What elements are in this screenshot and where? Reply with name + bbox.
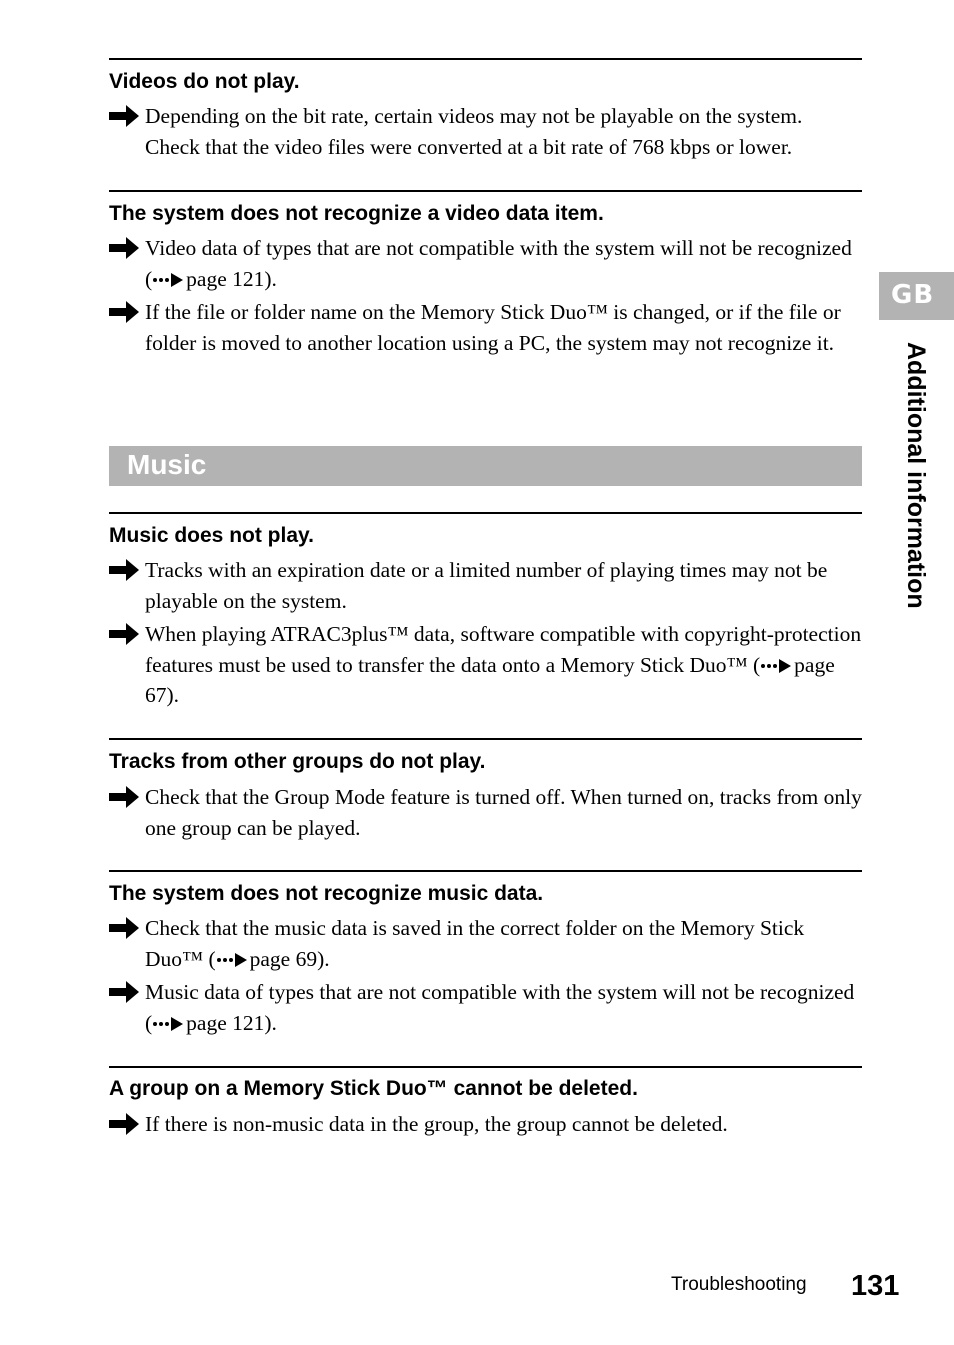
answer-text: Depending on the bit rate, certain videos may not be playable on the system. Check that the video files were converted at a bit rate of 768 kbps or lower. [145,104,803,159]
answer-text: If there is non-music data in the group, the group cannot be deleted. [145,1112,728,1136]
arrow-right-icon [109,786,139,808]
arrow-right-icon [109,559,139,581]
question-heading: A group on a Memory Stick Duo™ cannot be deleted. [109,1077,638,1100]
page-reference-icon [152,1017,184,1031]
answer-text: Video data of types that are not compatible with the system will not be recognized ( [145,236,852,291]
answer-text: Tracks with an expiration date or a limited number of playing times may not be playable on the system. [145,558,828,613]
page-reference: page 69). [249,946,330,971]
chapter-side-title: Additional information [902,342,930,609]
section-title: Music [127,449,207,480]
answer-item [109,782,862,843]
arrow-right-icon [109,1113,139,1135]
section-divider [109,870,862,872]
page-number: 131 [851,1270,900,1302]
answer-item [109,977,862,1038]
answer-item [109,555,862,616]
page-reference: page 67). [145,652,835,708]
section-divider [109,58,862,60]
answer-text: Check that the music data is saved in the correct folder on the Memory Stick Duo™ ( [145,916,805,971]
question-heading: Tracks from other groups do not play. [109,750,486,773]
arrow-right-icon [109,981,139,1003]
answer-item [109,297,862,358]
arrow-right-icon [109,301,139,323]
arrow-right-icon [109,623,139,645]
answer-item [109,233,862,294]
arrow-right-icon [109,105,139,127]
arrow-right-icon [109,917,139,939]
answer-text: When playing ATRAC3plus™ data, software compatible with copyright-protection features must be used to transfer the data onto a Memory Stick Duo™ ( [145,622,862,677]
question-heading: The system does not recognize a video data item. [109,202,604,225]
language-tab-label: GB [891,280,935,310]
footer-section-label: Troubleshooting [671,1274,807,1295]
answer-text: Music data of types that are not compatible with the system will not be recognized ( [145,980,855,1035]
question-heading: The system does not recognize music data. [109,882,544,905]
language-tab [879,272,954,320]
page-reference-icon [216,953,248,967]
answer-item [109,1109,862,1140]
arrow-right-icon [109,237,139,259]
answer-text: If the file or folder name on the Memory Stick Duo™ is changed, or if the file or folder is moved to another location using a PC, the system may not recognize it. [145,300,841,355]
page-reference-icon [760,659,792,673]
answer-item [109,619,862,711]
answer-item [109,101,862,162]
page-reference: page 121). [186,1010,277,1035]
section-divider [109,738,862,740]
section-divider [109,190,862,192]
answer-text: Check that the Group Mode feature is turned off. When turned on, tracks from only one group can be played. [145,785,862,840]
page-reference-icon [152,273,184,287]
question-heading: Videos do not play. [109,70,300,93]
answer-item [109,913,862,974]
section-divider [109,1066,862,1068]
section-header-bar [109,446,862,486]
section-divider [109,512,862,514]
question-heading: Music does not play. [109,524,314,547]
page-reference: page 121). [186,266,277,291]
